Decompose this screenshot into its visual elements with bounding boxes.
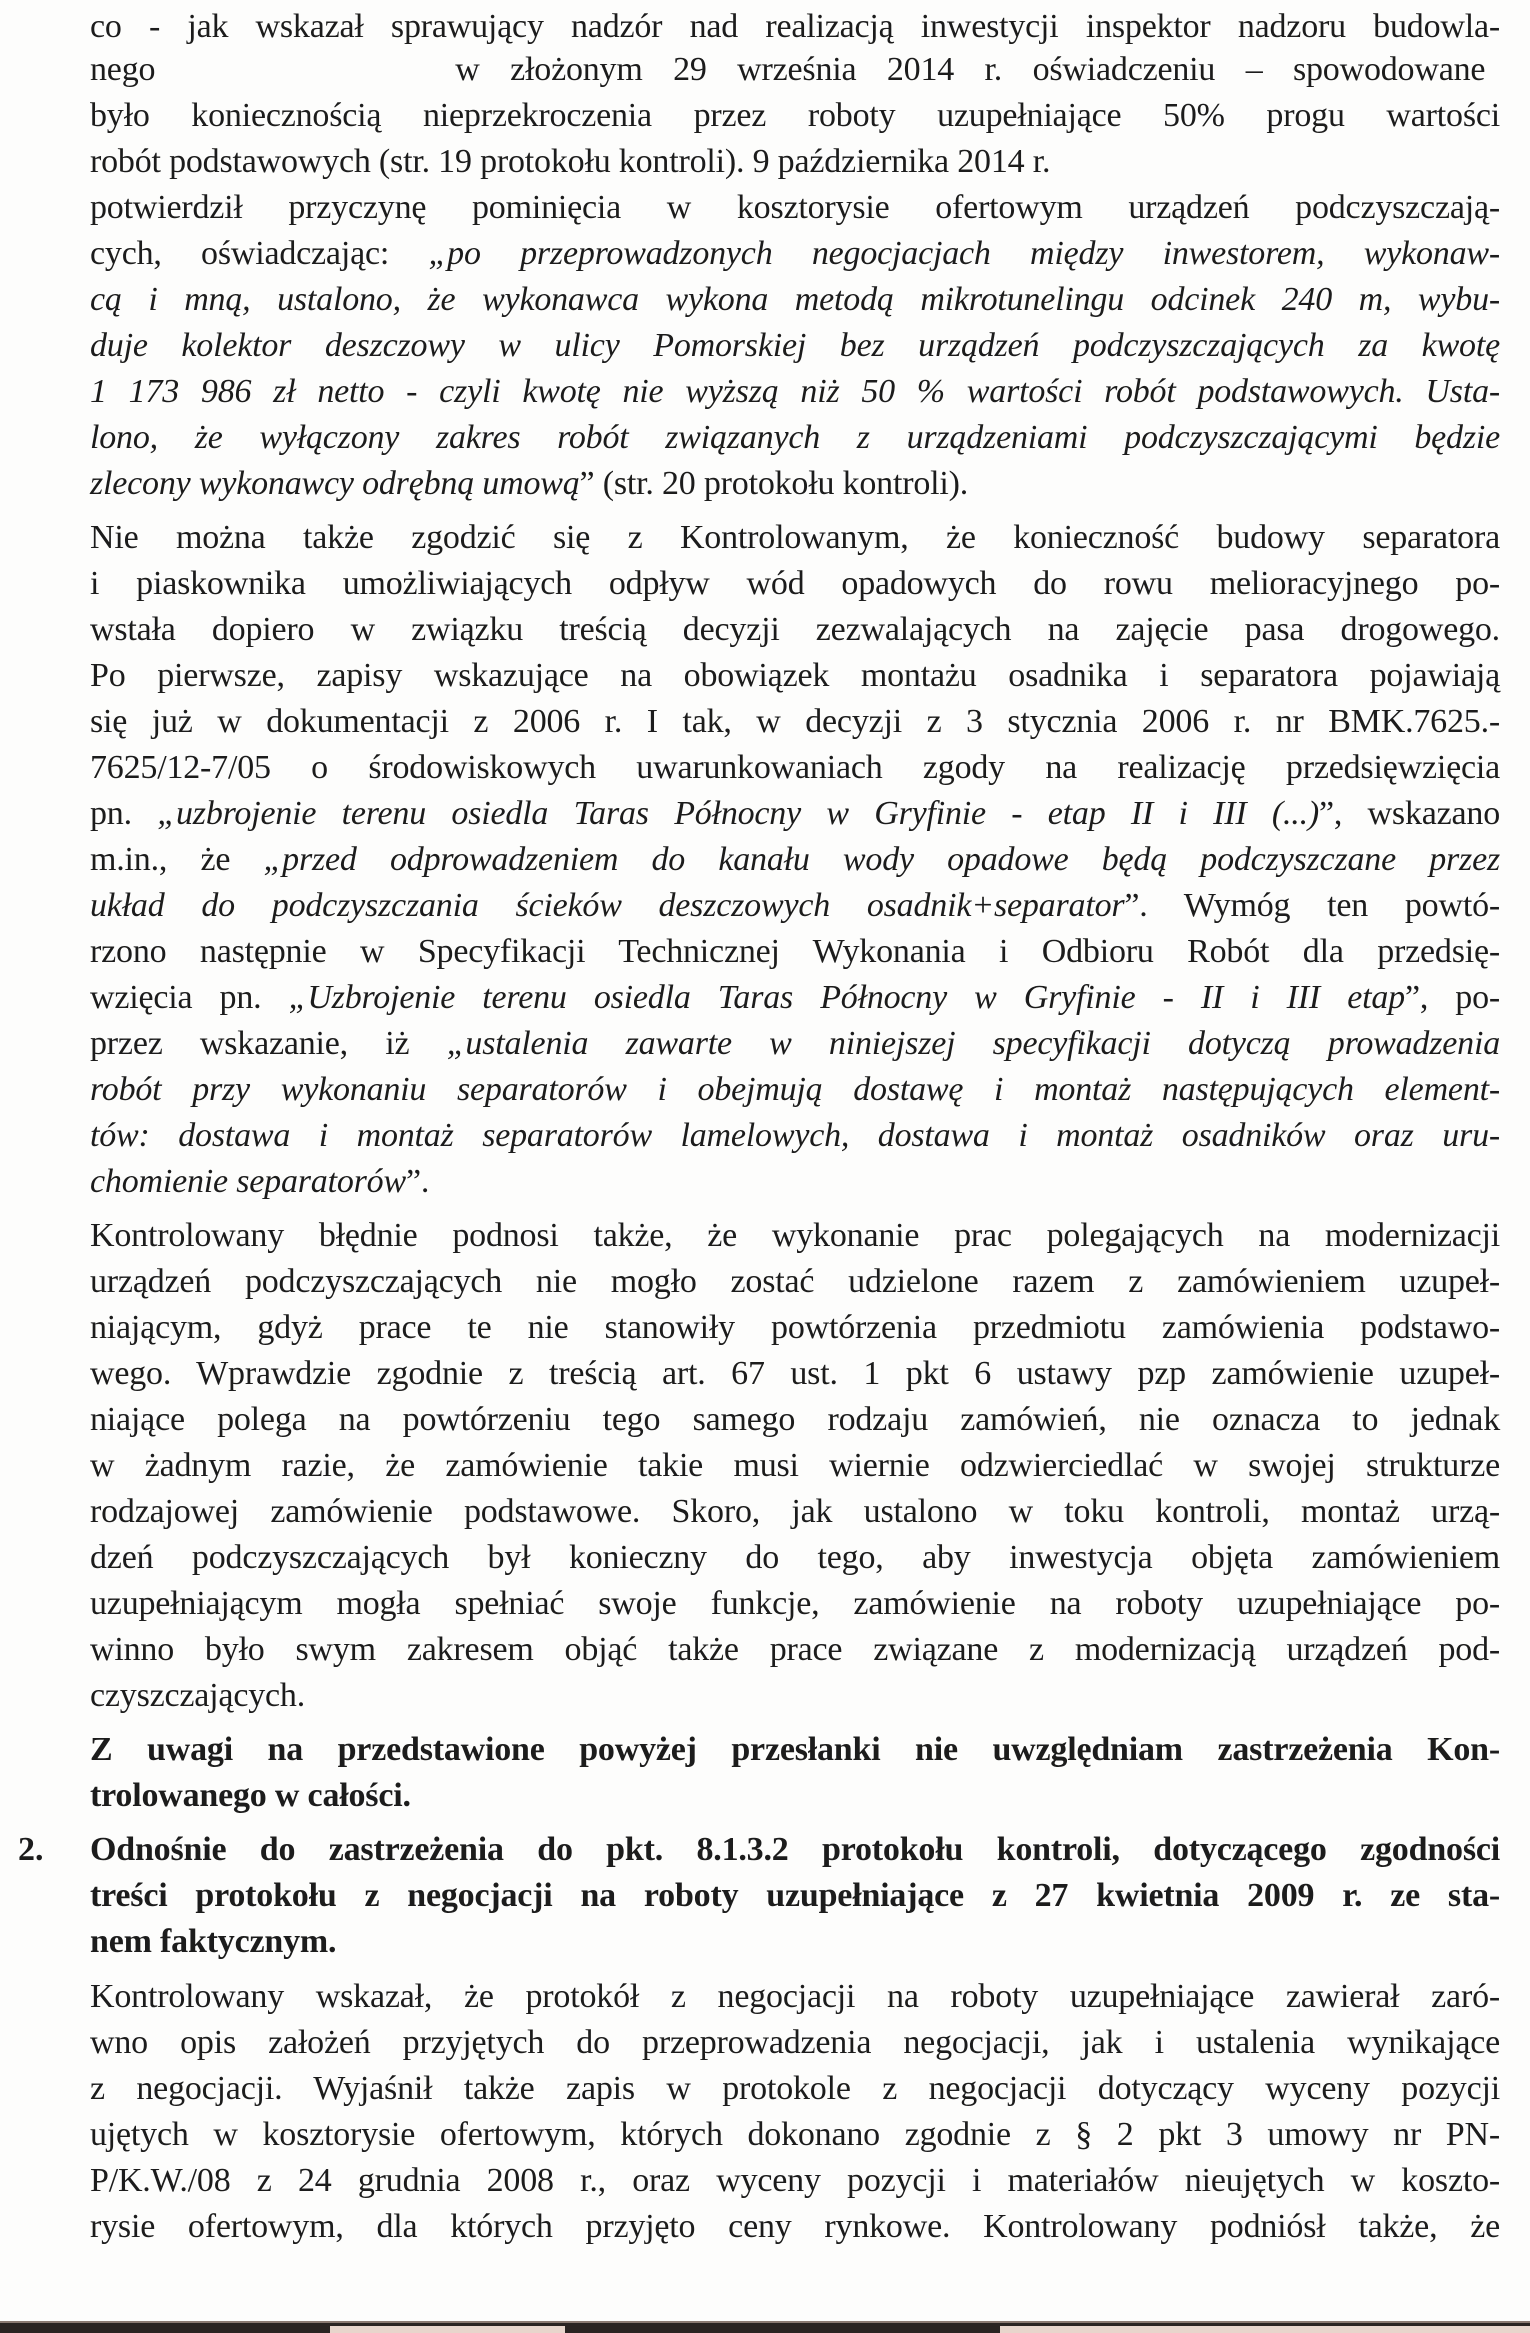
text-fragment: nego xyxy=(90,51,156,88)
quote-fragment: zlecony wykonawcy odrębną umową xyxy=(90,465,580,502)
text-line: 7625/12-7/05 o środowiskowych uwarunkowaniach zgody na realizację przedsięwzięcia xyxy=(90,749,1500,786)
quote-fragment: „Uzbrojenie terenu osiedla Taras Północny w Gryfinie - II i III etap xyxy=(288,979,1405,1016)
text-line: 1 173 986 zł netto - czyli kwotę nie wyższą niż 50 % wartości robót podstawowych. Usta- xyxy=(90,373,1500,410)
text-line: rodzajowej zamówienie podstawowe. Skoro, jak ustalono w toku kontroli, montaż urzą- xyxy=(90,1493,1500,1530)
text-fragment: ”. xyxy=(405,1163,430,1200)
text-line: cą i mną, ustalono, że wykonawca wykona metodą mikrotunelingu odcinek 240 m, wybu- xyxy=(90,281,1500,318)
text-line: Nie można także zgodzić się z Kontrolowanym, że konieczność budowy separatora xyxy=(90,519,1500,556)
scan-page-edge xyxy=(0,2321,1530,2333)
text-line: lono, że wyłączony zakres robót związanych z urządzeniami podczyszczającymi będzie xyxy=(90,419,1500,456)
text-line: robót podstawowych (str. 19 protokołu kontroli). 9 października 2014 r. xyxy=(90,143,1051,180)
text-line: treści protokołu z negocjacji na roboty uzupełniające z 27 kwietnia 2009 r. ze sta- xyxy=(90,1877,1500,1914)
text-fragment: ”. Wymóg ten powtó- xyxy=(1124,887,1501,924)
text-line xyxy=(90,47,1500,93)
text-line: wstała dopiero w związku treścią decyzji zezwalających na zajęcie pasa drogowego. xyxy=(90,611,1500,648)
text-line: w żadnym razie, że zamówienie takie musi wiernie odzwierciedlać w swojej strukturze xyxy=(90,1447,1500,1484)
quote-fragment: „przed odprowadzeniem do kanału wody opadowe będą podczyszczane przez xyxy=(263,841,1500,878)
text-line: niającym, gdyż prace te nie stanowiły powtórzenia przedmiotu zamówienia podstawo- xyxy=(90,1309,1500,1346)
text-fragment: ”, wskazano xyxy=(1319,795,1501,832)
quote-fragment: chomienie separatorów xyxy=(90,1163,406,1200)
text-fragment: wzięcia pn. xyxy=(90,979,289,1016)
text-line: trolowanego w całości. xyxy=(90,1777,411,1814)
text-line: nem faktycznym. xyxy=(90,1923,337,1960)
text-line: P/K.W./08 z 24 grudnia 2008 r., oraz wyceny pozycji i materiałów nieujętych w koszto- xyxy=(90,2162,1500,2199)
text-fragment: ”, po- xyxy=(1404,979,1500,1016)
quote-fragment: „ustalenia zawarte w niniejszej specyfikacji dotyczą prowadzenia xyxy=(446,1025,1500,1062)
text-line xyxy=(90,1021,1500,1067)
text-line: było koniecznością nieprzekroczenia przez roboty uzupełniające 50% progu wartości xyxy=(90,97,1500,134)
text-line xyxy=(90,791,1500,837)
text-line: ujętych w kosztorysie ofertowym, których dokonano zgodnie z § 2 pkt 3 umowy nr PN- xyxy=(90,2116,1500,2153)
text-line: wego. Wprawdzie zgodnie z treścią art. 67 ust. 1 pkt 6 ustawy pzp zamówienie uzupeł- xyxy=(90,1355,1500,1392)
text-line: tów: dostawa i montaż separatorów lamelowych, dostawa i montaż osadników oraz uru- xyxy=(90,1117,1500,1154)
text-fragment: ” (str. 20 protokołu kontroli). xyxy=(579,465,969,502)
text-fragment: m.in., że xyxy=(90,841,264,878)
text-line: Po pierwsze, zapisy wskazujące na obowiązek montażu osadnika i separatora pojawiają xyxy=(90,657,1500,694)
quote-fragment: układ do podczyszczania ścieków deszczowych osadnik+separator xyxy=(90,887,1125,924)
text-line: winno było swym zakresem objąć także prace związane z modernizacją urządzeń pod- xyxy=(90,1631,1500,1668)
text-line: Z uwagi na przedstawione powyżej przesłanki nie uwzględniam zastrzeżenia Kon- xyxy=(90,1731,1500,1768)
text-fragment: cych, oświadczając: xyxy=(90,235,429,272)
text-line: co - jak wskazał sprawujący nadzór nad realizacją inwestycji inspektor nadzoru budowla- xyxy=(90,8,1500,45)
text-line xyxy=(90,231,1500,277)
text-line: Odnośnie do zastrzeżenia do pkt. 8.1.3.2 protokołu kontroli, dotyczącego zgodności xyxy=(90,1831,1500,1868)
quote-fragment: „uzbrojenie terenu osiedla Taras Północny w Gryfinie - etap II i III (...) xyxy=(157,795,1319,832)
text-line xyxy=(90,883,1500,929)
text-line: potwierdził przyczynę pominięcia w kosztorysie ofertowym urządzeń podczyszczają- xyxy=(90,189,1500,226)
text-fragment: w złożonym 29 września 2014 r. oświadczeniu – spowodowane xyxy=(455,51,1486,88)
text-line: urządzeń podczyszczających nie mogło zostać udzielone razem z zamówieniem uzupeł- xyxy=(90,1263,1500,1300)
quote-fragment: „po przeprowadzonych negocjacjach między inwestorem, wykonaw- xyxy=(428,235,1500,272)
list-marker: 2. xyxy=(18,1831,44,1868)
text-fragment: pn. xyxy=(90,795,158,832)
text-line: Kontrolowany wskazał, że protokół z negocjacji na roboty uzupełniające zawierał zaró- xyxy=(90,1978,1500,2015)
text-line: się już w dokumentacji z 2006 r. I tak, w decyzji z 3 stycznia 2006 r. nr BMK.7625.- xyxy=(90,703,1500,740)
text-line: rzono następnie w Specyfikacji Technicznej Wykonania i Odbioru Robót dla przedsię- xyxy=(90,933,1500,970)
text-line: Kontrolowany błędnie podnosi także, że wykonanie prac polegających na modernizacji xyxy=(90,1217,1500,1254)
text-line xyxy=(90,461,1500,507)
text-line: wno opis założeń przyjętych do przeprowadzenia negocjacji, jak i ustalenia wynikające xyxy=(90,2024,1500,2061)
text-line: dzeń podczyszczających był konieczny do tego, aby inwestycja objęta zamówieniem xyxy=(90,1539,1500,1576)
text-line: uzupełniającym mogła spełniać swoje funkcje, zamówienie na roboty uzupełniające po- xyxy=(90,1585,1500,1622)
text-line: czyszczających. xyxy=(90,1677,305,1714)
text-line xyxy=(90,975,1500,1021)
text-line: duje kolektor deszczowy w ulicy Pomorskiej bez urządzeń podczyszczających za kwotę xyxy=(90,327,1500,364)
text-line xyxy=(90,1159,1500,1205)
text-fragment: przez wskazanie, iż xyxy=(90,1025,447,1062)
text-line xyxy=(90,837,1500,883)
text-line: niające polega na powtórzeniu tego samego rodzaju zamówień, nie oznacza to jednak xyxy=(90,1401,1500,1438)
text-line: i piaskownika umożliwiających odpływ wód opadowych do rowu melioracyjnego po- xyxy=(90,565,1500,602)
text-line: robót przy wykonaniu separatorów i obejmują dostawę i montaż następujących element- xyxy=(90,1071,1500,1108)
text-line: rysie ofertowym, dla których przyjęto ceny rynkowe. Kontrolowany podniósł także, że xyxy=(90,2208,1500,2245)
text-line: z negocjacji. Wyjaśnił także zapis w protokole z negocjacji dotyczący wyceny pozycji xyxy=(90,2070,1500,2107)
